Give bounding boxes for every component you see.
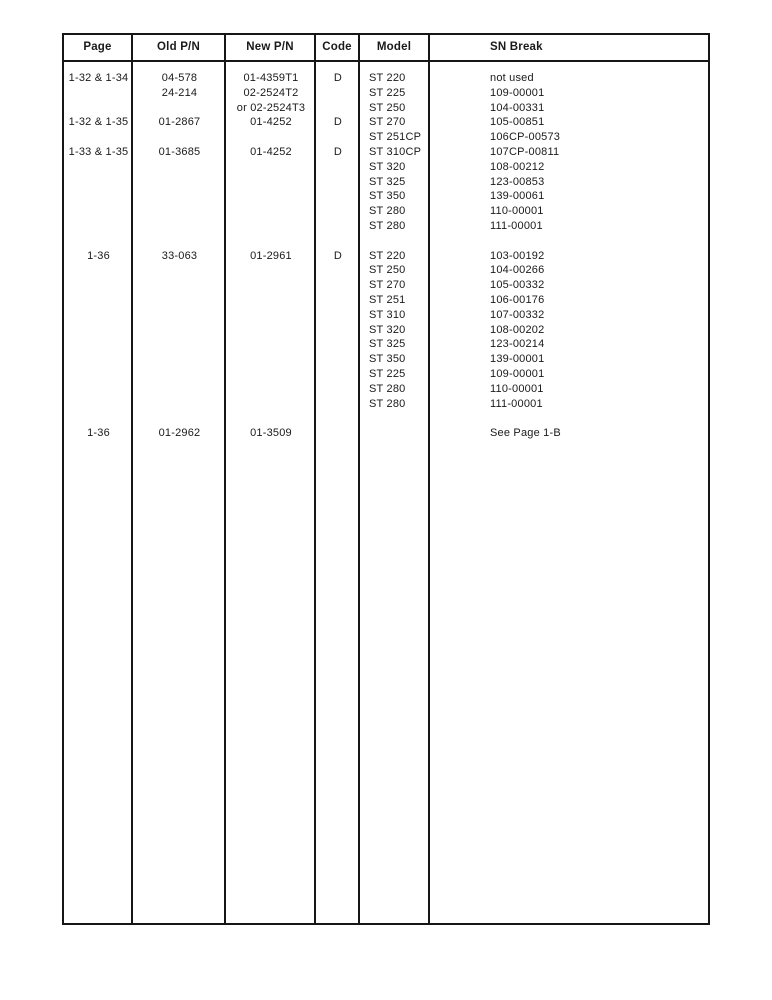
- cell-old-pn: [133, 323, 226, 338]
- cell-model: ST 325: [369, 175, 406, 188]
- cell-model: ST 280: [369, 205, 406, 218]
- cell-page: [64, 367, 133, 382]
- cell-model: ST 280: [369, 397, 406, 410]
- cell-code: [316, 352, 360, 367]
- cell-old-pn: [133, 175, 226, 190]
- cell-model: ST 251CP: [369, 131, 422, 144]
- table-row: [64, 115, 708, 130]
- cell-model: ST 310: [369, 308, 406, 321]
- cell-sn-break: 110-00001: [490, 205, 544, 218]
- cell-code: [316, 337, 360, 352]
- cell-new-pn: [226, 382, 316, 397]
- cell-code: [316, 426, 360, 441]
- cell-new-pn: 01-2961: [250, 249, 292, 262]
- cell-old-pn: [133, 411, 226, 426]
- cell-model: ST 310CP: [369, 145, 422, 158]
- table-row: [64, 234, 708, 249]
- cell-old-pn: [133, 278, 226, 293]
- cell-code: D: [333, 72, 343, 84]
- cell-old-pn: [133, 308, 226, 323]
- cell-page: [64, 323, 133, 338]
- cell-code: [316, 263, 360, 278]
- table-header-row: [64, 35, 708, 62]
- cell-code: [316, 101, 360, 116]
- cell-new-pn: [226, 411, 316, 426]
- table-row: [64, 130, 708, 145]
- cell-sn-break: 107-00332: [490, 308, 545, 321]
- header-new-pn: New P/N: [226, 35, 316, 60]
- cell-page: [64, 382, 133, 397]
- cell-sn-break: 109-00001: [490, 367, 545, 380]
- cell-model: [360, 411, 430, 426]
- cell-page: [64, 308, 133, 323]
- cell-page: [64, 411, 133, 426]
- cell-sn-break: 104-00331: [490, 101, 545, 114]
- cell-old-pn: [133, 204, 226, 219]
- cell-model: ST 280: [369, 219, 406, 232]
- cell-code: [316, 86, 360, 101]
- cell-code: [316, 323, 360, 338]
- cell-model: ST 270: [369, 279, 406, 292]
- table-row: [64, 263, 708, 278]
- cell-sn-break: 106-00176: [490, 293, 545, 306]
- cell-code: [316, 189, 360, 204]
- cell-code: [316, 130, 360, 145]
- cell-sn-break: 108-00212: [490, 160, 545, 173]
- cell-page: 1-32 & 1-35: [68, 116, 129, 129]
- cell-old-pn: [133, 101, 226, 116]
- cell-model: ST 225: [369, 86, 406, 99]
- cell-code: [316, 308, 360, 323]
- cell-model: ST 225: [369, 367, 406, 380]
- cell-new-pn: [226, 175, 316, 190]
- cell-code: [316, 175, 360, 190]
- cell-model: [360, 426, 430, 441]
- cell-new-pn: [226, 397, 316, 412]
- cell-new-pn: [226, 204, 316, 219]
- cell-page: 1-36: [87, 427, 110, 440]
- cell-model: [360, 234, 430, 249]
- cell-new-pn: [226, 308, 316, 323]
- cell-sn-break: 108-00202: [490, 323, 545, 336]
- table-row: [64, 278, 708, 293]
- cell-page: [64, 189, 133, 204]
- cell-old-pn: 04-578: [161, 72, 198, 84]
- cell-page: 1-36: [87, 249, 110, 262]
- table-row: [64, 86, 708, 101]
- cell-code: [316, 293, 360, 308]
- cell-page: [64, 352, 133, 367]
- cell-page: [64, 204, 133, 219]
- cell-sn-break: 105-00332: [490, 279, 545, 292]
- table-row: [64, 219, 708, 234]
- cell-sn-break: 123-00214: [490, 338, 545, 351]
- cell-new-pn: [226, 219, 316, 234]
- cell-model: ST 270: [369, 116, 406, 129]
- cell-sn-break: 111-00001: [490, 219, 543, 232]
- cell-page: [64, 86, 133, 101]
- cell-old-pn: 01-3685: [158, 145, 201, 158]
- cell-new-pn: 01-3509: [250, 427, 292, 440]
- cell-new-pn: [226, 160, 316, 175]
- cell-page: [64, 219, 133, 234]
- cell-old-pn: 01-2962: [158, 427, 201, 440]
- cell-old-pn: [133, 367, 226, 382]
- cell-page: [64, 263, 133, 278]
- cell-model: ST 220: [369, 249, 406, 262]
- cell-new-pn: [226, 323, 316, 338]
- cell-model: ST 350: [369, 353, 406, 366]
- table-row: [64, 160, 708, 175]
- cell-sn-break: See Page 1-B: [490, 427, 561, 440]
- cell-model: ST 250: [369, 264, 406, 277]
- table-row: [64, 101, 708, 116]
- cell-model: ST 320: [369, 160, 406, 173]
- cell-page: [64, 397, 133, 412]
- table-row: [64, 145, 708, 160]
- cell-new-pn: [226, 263, 316, 278]
- cell-old-pn: [133, 352, 226, 367]
- cell-model: ST 350: [369, 190, 406, 203]
- cell-model: ST 250: [369, 101, 406, 114]
- cell-code: [316, 411, 360, 426]
- cell-code: D: [333, 145, 343, 158]
- cell-sn-break: 105-00851: [490, 116, 545, 129]
- cell-new-pn: 01-4252: [250, 145, 292, 158]
- table-row: [64, 308, 708, 323]
- cell-sn-break: 111-00001: [490, 397, 543, 410]
- cell-code: [316, 160, 360, 175]
- cell-model: ST 251: [369, 293, 406, 306]
- table-row: [64, 397, 708, 412]
- cell-sn-break: 103-00192: [490, 249, 545, 262]
- header-page: Page: [64, 35, 133, 60]
- cell-model: ST 220: [369, 72, 406, 84]
- cell-new-pn: [226, 234, 316, 249]
- table-row: [64, 71, 708, 86]
- cell-code: [316, 204, 360, 219]
- cell-old-pn: [133, 382, 226, 397]
- cell-new-pn: [226, 130, 316, 145]
- cell-page: [64, 101, 133, 116]
- cell-old-pn: [133, 397, 226, 412]
- cell-new-pn: 01-4359T1: [243, 72, 299, 84]
- cell-sn-break: [430, 234, 708, 249]
- cell-old-pn: [133, 234, 226, 249]
- table-row: [64, 337, 708, 352]
- cell-model: ST 280: [369, 382, 406, 395]
- table-row: [64, 293, 708, 308]
- cell-new-pn: [226, 352, 316, 367]
- table-row: [64, 249, 708, 264]
- cell-page: 1-32 & 1-34: [68, 72, 129, 84]
- cell-page: [64, 130, 133, 145]
- cell-sn-break: 104-00266: [490, 264, 545, 277]
- cell-old-pn: 24-214: [161, 86, 198, 99]
- cell-new-pn: [226, 278, 316, 293]
- cell-sn-break: 123-00853: [490, 175, 545, 188]
- table-row: [64, 352, 708, 367]
- cell-sn-break: 110-00001: [490, 382, 544, 395]
- parts-cross-reference-table: [62, 33, 710, 925]
- cell-model: ST 320: [369, 323, 406, 336]
- header-model: Model: [360, 35, 430, 60]
- cell-new-pn: or 02-2524T3: [236, 101, 306, 114]
- cell-page: [64, 175, 133, 190]
- cell-code: [316, 219, 360, 234]
- cell-old-pn: [133, 130, 226, 145]
- cell-sn-break: 109-00001: [490, 86, 545, 99]
- cell-new-pn: 01-4252: [250, 116, 292, 129]
- cell-old-pn: [133, 189, 226, 204]
- table-row: [64, 175, 708, 190]
- table-rows: [64, 62, 708, 441]
- cell-code: [316, 234, 360, 249]
- cell-old-pn: [133, 263, 226, 278]
- header-old-pn: Old P/N: [133, 35, 226, 60]
- cell-old-pn: 01-2867: [158, 116, 201, 129]
- cell-old-pn: [133, 160, 226, 175]
- cell-old-pn: 33-063: [161, 249, 198, 262]
- cell-page: [64, 160, 133, 175]
- cell-code: [316, 382, 360, 397]
- cell-model: ST 325: [369, 338, 406, 351]
- cell-old-pn: [133, 219, 226, 234]
- table-row: [64, 382, 708, 397]
- cell-code: [316, 278, 360, 293]
- header-sn-break: SN Break: [490, 41, 543, 53]
- cell-new-pn: [226, 367, 316, 382]
- cell-code: [316, 397, 360, 412]
- table-body: [64, 62, 708, 923]
- table-row: [64, 189, 708, 204]
- table-row: [64, 323, 708, 338]
- cell-sn-break: 139-00001: [490, 353, 545, 366]
- cell-code: D: [333, 249, 343, 262]
- cell-page: [64, 337, 133, 352]
- cell-page: [64, 234, 133, 249]
- table-row: [64, 367, 708, 382]
- cell-page: [64, 278, 133, 293]
- table-row: [64, 426, 708, 441]
- cell-sn-break: 106CP-00573: [490, 131, 561, 144]
- cell-sn-break: not used: [490, 72, 534, 84]
- cell-new-pn: [226, 337, 316, 352]
- table-row: [64, 411, 708, 426]
- cell-sn-break: 139-00061: [490, 190, 545, 203]
- cell-new-pn: 02-2524T2: [243, 86, 299, 99]
- cell-sn-break: 107CP-00811: [490, 145, 560, 158]
- cell-code: [316, 367, 360, 382]
- header-code: Code: [316, 35, 360, 60]
- cell-page: [64, 293, 133, 308]
- cell-old-pn: [133, 337, 226, 352]
- cell-sn-break: [430, 411, 708, 426]
- cell-page: 1-33 & 1-35: [68, 145, 129, 158]
- cell-old-pn: [133, 293, 226, 308]
- table-row: [64, 204, 708, 219]
- cell-code: D: [333, 116, 343, 129]
- cell-new-pn: [226, 189, 316, 204]
- cell-new-pn: [226, 293, 316, 308]
